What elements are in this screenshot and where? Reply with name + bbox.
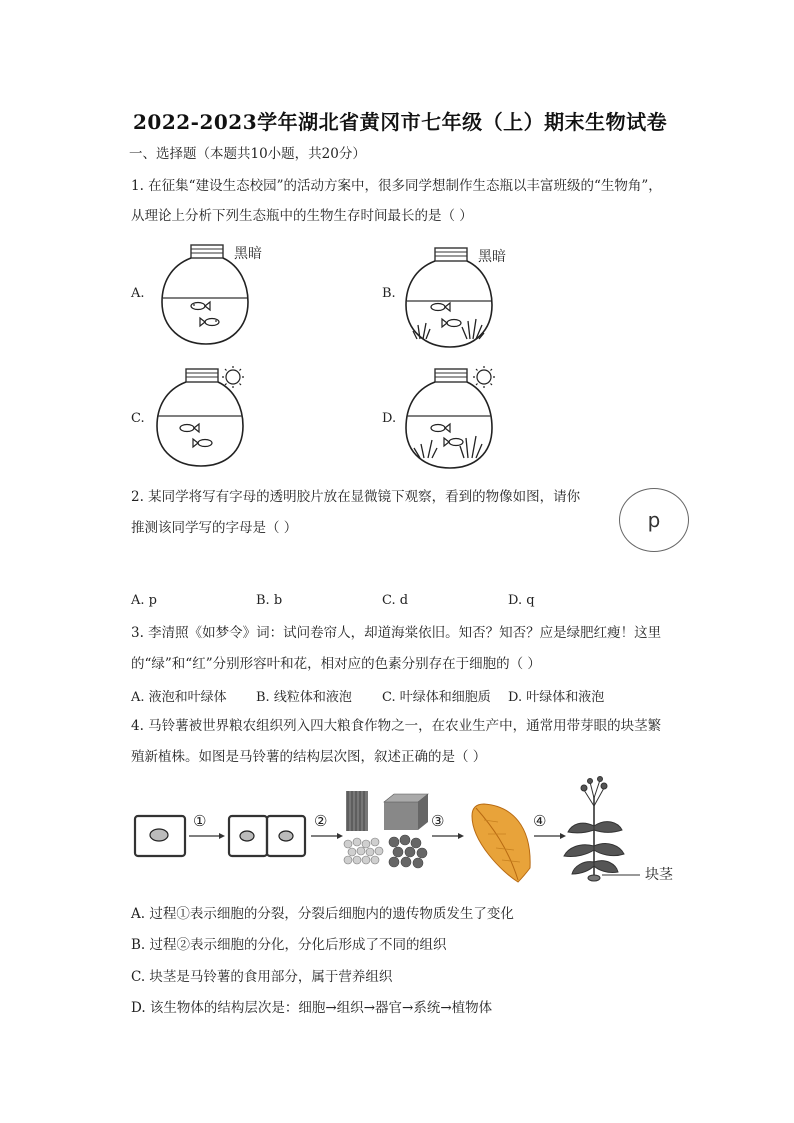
q1-option-d-label: D.	[382, 411, 397, 426]
step-1-label: ①	[193, 812, 207, 830]
divided-cells	[229, 816, 305, 856]
q1-stem-line1: 1. 在征集“建设生态校园”的活动方案中，很多同学想制作生态瓶以丰富班级的“生物角”，	[131, 178, 662, 194]
q4-option-d: D. 该生物体的结构层次是：细胞→组织→器官→系统→植物体	[131, 1000, 493, 1016]
q1-stem-line2: 从理论上分析下列生态瓶中的生物生存时间最长的是（ ）	[131, 208, 473, 224]
q1-option-b-label: B.	[382, 286, 396, 301]
q3-option-a: A. 液泡和叶绿体	[131, 690, 227, 705]
q2-stem-line2: 推测该同学写的字母是（ ）	[131, 520, 298, 536]
sun-icon	[473, 366, 495, 388]
q3-stem-line2: 的“绿”和“红”分别形容叶和花，相对应的色素分别存在于细胞的（ ）	[131, 656, 541, 672]
jar-d-illustration	[404, 366, 514, 470]
q2-option-c: C. d	[382, 593, 409, 608]
single-cell	[135, 816, 185, 856]
jar-a-dark-label: 黑暗	[234, 246, 262, 262]
q3-stem-line1: 3. 李清照《如梦令》词：试问卷帘人，却道海棠依旧。知否？知否？应是绿肥红瘦！这里	[131, 625, 662, 641]
step-4-label: ④	[533, 812, 547, 830]
fish-icon	[191, 302, 210, 310]
q4-option-a: A. 过程①表示细胞的分裂，分裂后细胞内的遗传物质发生了变化	[131, 906, 514, 922]
jar-a-illustration	[160, 244, 250, 346]
fish-icon	[442, 319, 461, 327]
fish-icon	[444, 438, 463, 446]
jar-b-dark-label: 黑暗	[478, 249, 506, 265]
q1-option-c-label: C.	[131, 411, 145, 426]
q1-option-a-label: A.	[131, 286, 145, 301]
page-title: 2022-2023学年湖北省黄冈市七年级（上）期末生物试卷	[133, 110, 668, 134]
fish-icon	[180, 424, 199, 432]
jar-c-illustration	[155, 366, 265, 468]
jar-b-illustration	[404, 247, 494, 349]
fish-icon	[431, 424, 450, 432]
potato-structure-diagram	[132, 776, 692, 886]
step-3-label: ③	[431, 812, 445, 830]
leaf-illustration	[472, 804, 530, 882]
q3-option-d: D. 叶绿体和液泡	[508, 690, 605, 705]
tissue-illustrations	[344, 791, 428, 868]
microscope-view-circle	[619, 488, 689, 552]
step-2-label: ②	[314, 812, 328, 830]
q3-option-b: B. 线粒体和液泡	[256, 690, 352, 705]
section-heading: 一、选择题（本题共10小题，共20分）	[129, 146, 366, 162]
fish-icon	[431, 303, 450, 311]
q4-stem-line2: 殖新植株。如图是马铃薯的结构层次图，叙述正确的是（ ）	[131, 749, 487, 765]
water-plant-icon	[414, 436, 482, 458]
q4-option-c: C. 块茎是马铃薯的食用部分，属于营养组织	[131, 969, 393, 985]
q2-option-b: B. b	[256, 593, 283, 608]
water-plant-icon	[413, 319, 484, 339]
microscope-view-letter: p	[647, 508, 661, 532]
sun-icon	[222, 366, 244, 388]
q4-option-b: B. 过程②表示细胞的分化，分化后形成了不同的组织	[131, 937, 447, 953]
q2-option-a: A. p	[131, 593, 157, 608]
q2-option-d: D. q	[508, 593, 535, 608]
fish-icon	[200, 318, 219, 326]
tuber-label: 块茎	[645, 867, 673, 883]
fish-icon	[193, 439, 212, 447]
q4-stem-line1: 4. 马铃薯被世界粮农组织列入四大粮食作物之一，在农业生产中，通常用带芽眼的块茎繁	[131, 718, 662, 734]
q2-stem-line1: 2. 某同学将写有字母的透明胶片放在显微镜下观察，看到的物像如图，请你	[131, 489, 581, 505]
q3-option-c: C. 叶绿体和细胞质	[382, 690, 491, 705]
potato-plant-illustration	[564, 777, 624, 882]
